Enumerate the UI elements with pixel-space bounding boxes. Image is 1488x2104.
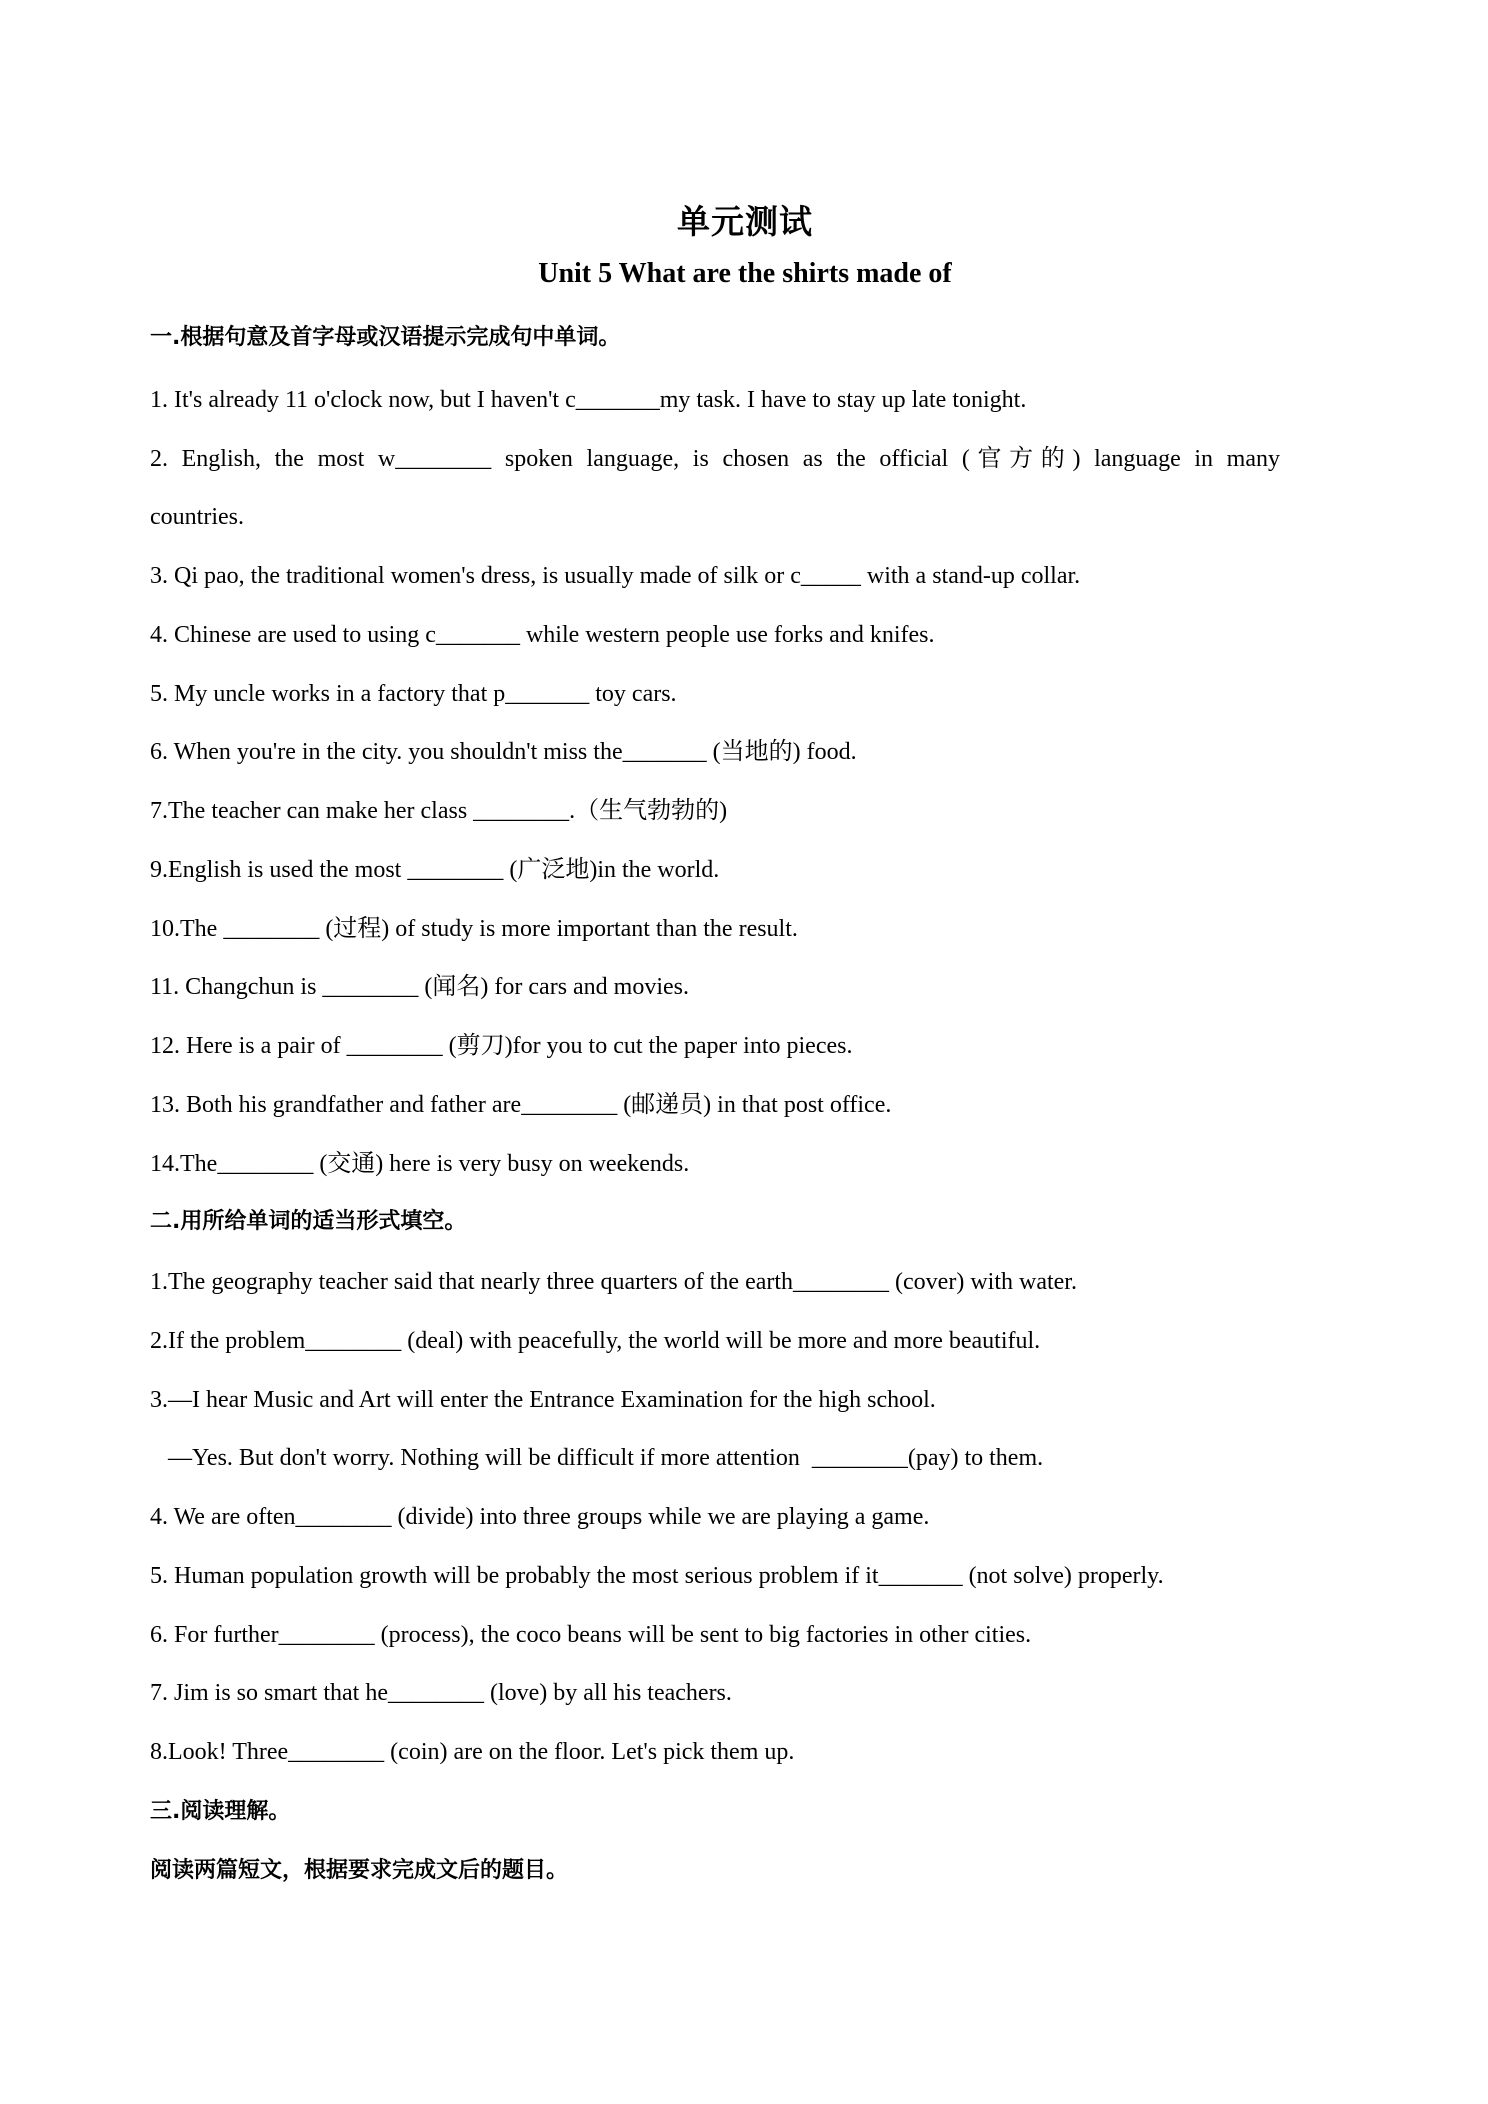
question-line: 4. Chinese are used to using c_______ while western people use forks and knifes.	[150, 622, 935, 648]
question-line: 2. English, the most w________ spoken language, is chosen as the official (官方的) language in many	[150, 446, 1280, 472]
question-line: 10.The ________ (过程) of study is more important than the result.	[150, 916, 798, 942]
section3-heading: 三.阅读理解。	[150, 1799, 291, 1824]
question-line: 7. Jim is so smart that he________ (love) by all his teachers.	[150, 1680, 732, 1706]
question-line: 5. Human population growth will be probably the most serious problem if it_______ (not solve) properly.	[150, 1563, 1164, 1589]
question-line: 6. When you're in the city. you shouldn't miss the_______ (当地的) food.	[150, 739, 857, 765]
question-line: countries.	[150, 504, 244, 530]
question-line: 5. My uncle works in a factory that p_______ toy cars.	[150, 681, 677, 707]
question-line: 12. Here is a pair of ________ (剪刀)for you to cut the paper into pieces.	[150, 1033, 853, 1059]
page-title-en: Unit 5 What are the shirts made of	[538, 258, 952, 289]
question-line: 8.Look! Three________ (coin) are on the floor. Let's pick them up.	[150, 1739, 795, 1765]
question-line: 4. We are often________ (divide) into three groups while we are playing a game.	[150, 1504, 930, 1530]
question-line: 13. Both his grandfather and father are________ (邮递员) in that post office.	[150, 1092, 892, 1118]
section3-instruction: 阅读两篇短文，根据要求完成文后的题目。	[150, 1858, 569, 1883]
question-line: 3.—I hear Music and Art will enter the Entrance Examination for the high school.	[150, 1387, 936, 1413]
question-line: 2.If the problem________ (deal) with peacefully, the world will be more and more beautiful.	[150, 1328, 1041, 1354]
section1-heading: 一.根据句意及首字母或汉语提示完成句中单词。	[150, 325, 621, 350]
question-line: 6. For further________ (process), the coco beans will be sent to big factories in other cities.	[150, 1622, 1032, 1648]
question-line: 9.English is used the most ________ (广泛地)in the world.	[150, 857, 720, 883]
question-line: 1.The geography teacher said that nearly three quarters of the earth________ (cover) with water.	[150, 1269, 1077, 1295]
question-line: 1. It's already 11 o'clock now, but I haven't c_______my task. I have to stay up late tonight.	[150, 387, 1027, 413]
question-line: 3. Qi pao, the traditional women's dress, is usually made of silk or c_____ with a stand-up collar.	[150, 563, 1081, 589]
question-line: 11. Changchun is ________ (闻名) for cars and movies.	[150, 974, 690, 1000]
page-title-cn: 单元测试	[677, 202, 813, 241]
question-line: —Yes. But don't worry. Nothing will be difficult if more attention ________(pay) to them.	[150, 1445, 1044, 1471]
question-line: 14.The________ (交通) here is very busy on weekends.	[150, 1151, 690, 1177]
section2-heading: 二.用所给单词的适当形式填空。	[150, 1209, 467, 1234]
question-line: 7.The teacher can make her class ________.（生气勃勃的)	[150, 798, 728, 824]
